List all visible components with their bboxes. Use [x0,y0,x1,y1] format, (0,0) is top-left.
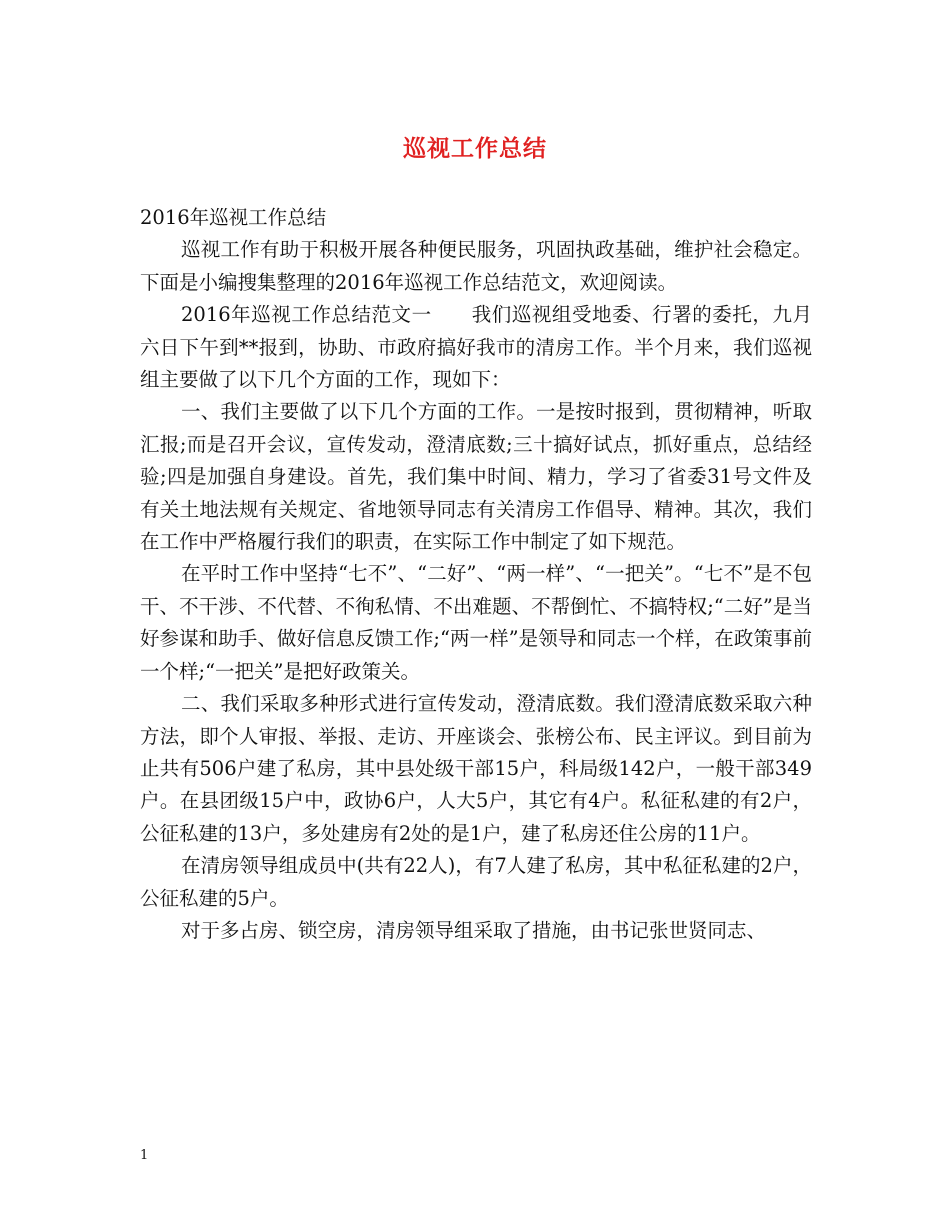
paragraph-measures: 对于多占房、锁空房，清房领导组采取了措施，由书记张世贤同志、 [181,918,767,942]
paragraph-intro: 巡视工作有助于积极开展各种便民服务，巩固执政基础，维护社会稳定。下面是小编搜集整理的2016年巡视工作总结范文，欢迎阅读。 [140,238,812,294]
page-number: 1 [140,1148,149,1163]
paragraph-leadership: 在清房领导组成员中(共有22人)，有7人建了私房，其中私征私建的2户，公征私建的5户。 [140,854,812,910]
paragraph-statistics: 二、我们采取多种形式进行宣传发动，澄清底数。我们澄清底数采取六种方法，即个人审报、举报、走访、开座谈会、张榜公布、民主评议。到目前为止共有506户建了私房，其中县处级干部15户，科局级142户，一般干部349户。在县团级15户中，政协6户，人大5户，其它有4户。私征私建的有2户，公征私建的13户，多处建房有2处的是1户，建了私房还住公房的11户。 [140,692,812,845]
paragraph-work-items: 一、我们主要做了以下几个方面的工作。一是按时报到，贯彻精神，听取汇报;而是召开会议，宣传发动，澄清底数;三十搞好试点，抓好重点，总结经验;四是加强自身建设。首先，我们集中时间、精力，学习了省委31号文件及有关土地法规有关规定、省地领导同志有关清房工作倡导、精神。其次，我们在工作中严格履行我们的职责，在实际工作中制定了如下规范。 [140,400,812,554]
document-body [140,202,812,947]
paragraph-sample-one: 2016年巡视工作总结范文一 我们巡视组受地委、行署的委托，九月六日下午到**报到，协助、市政府搞好我市的清房工作。半个月来，我们巡视组主要做了以下几个方面的工作，现如下： [140,303,812,392]
section-heading: 2016年巡视工作总结 [140,206,327,229]
document-title: 巡视工作总结 [403,135,547,162]
paragraph-rules: 在平时工作中坚持“七不”、“二好”、“两一样”、“一把关”。“七不”是不包干、不干涉、不代替、不徇私情、不出难题、不帮倒忙、不搞特权;“二好”是当好参谋和助手、做好信息反馈工作;“两一样”是领导和同志一个样，在政策事前一个样;“一把关”是把好政策关。 [140,562,812,683]
